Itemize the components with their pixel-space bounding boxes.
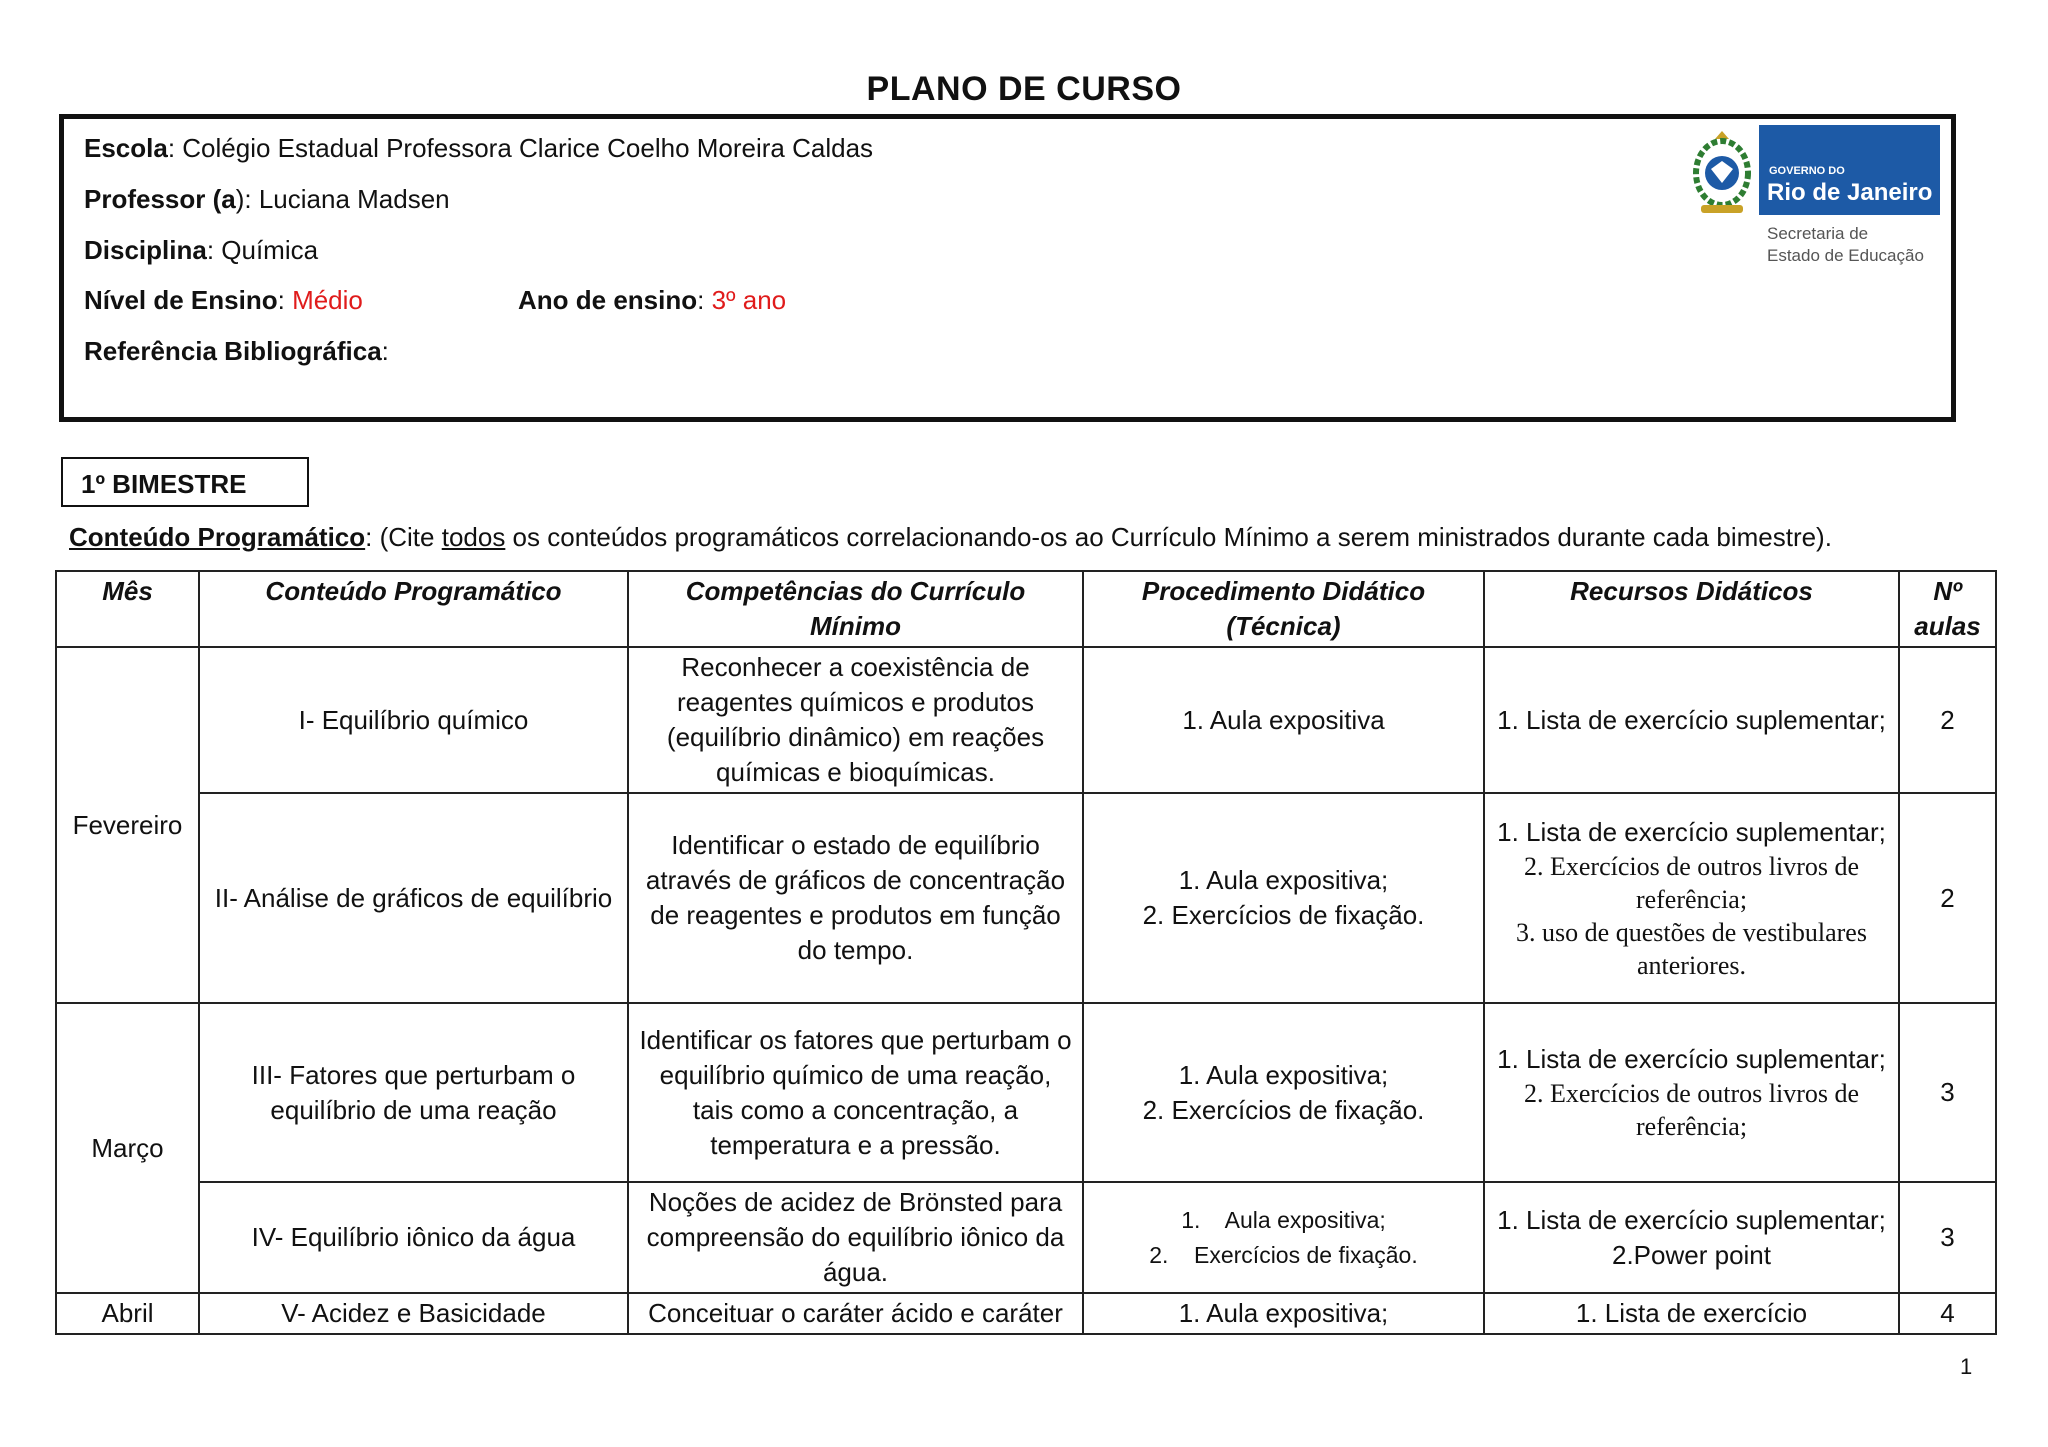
- procedimento-cell: [1083, 793, 1484, 1003]
- logo-subtitle: [1767, 223, 1924, 267]
- professor-value: ): Luciana Madsen: [235, 184, 450, 214]
- procedimento-item: 1. Aula expositiva;: [1181, 1206, 1386, 1233]
- header-box: [59, 114, 1956, 422]
- header-aulas: Nº aulas: [1899, 571, 1996, 647]
- ano-label: Ano de ensino: [518, 285, 698, 315]
- escola-value: : Colégio Estadual Professora Clarice Coelho Moreira Caldas: [167, 133, 874, 163]
- procedimento-cell: [1083, 1293, 1484, 1334]
- page-number: 1: [1960, 1354, 1973, 1379]
- recursos-item: 1. Lista de exercício suplementar;: [1497, 1204, 1886, 1235]
- recursos-item: 2. Exercícios de outros livros de referência;: [1523, 1079, 1860, 1141]
- referencia-label: Referência Bibliográfica: [84, 336, 382, 366]
- recursos-cell: [1484, 1003, 1899, 1182]
- ano-line: [518, 285, 786, 316]
- table-header-row: [56, 571, 1996, 647]
- coat-of-arms-icon: [1689, 125, 1755, 221]
- header-recursos: Recursos Didáticos: [1484, 571, 1899, 647]
- aulas-cell: 2: [1899, 647, 1996, 793]
- table-row: [56, 793, 1996, 1003]
- table-row: [56, 647, 1996, 793]
- ano-sep: :: [697, 285, 712, 315]
- ano-value: 3º ano: [711, 285, 787, 315]
- conteudo-emph: todos: [441, 522, 506, 552]
- nivel-label: Nível de Ensino: [84, 285, 278, 315]
- course-plan-table: [55, 570, 1997, 1335]
- logo-line2: Rio de Janeiro: [1767, 179, 1933, 206]
- disciplina-label: Disciplina: [84, 235, 207, 265]
- recursos-cell: [1484, 793, 1899, 1003]
- conteudo-cell: II- Análise de gráficos de equilíbrio: [199, 793, 628, 1003]
- aulas-cell: 2: [1899, 793, 1996, 1003]
- referencia-value: :: [381, 336, 389, 366]
- header-conteudo: Conteúdo Programático: [199, 571, 628, 647]
- procedimento-item: 1. Aula expositiva: [1182, 704, 1385, 735]
- competencias-cell: Noções de acidez de Brönsted para compreensão do equilíbrio iônico da água.: [628, 1182, 1083, 1293]
- government-logo: [1689, 125, 1949, 265]
- professor-label: Professor (a: [84, 184, 236, 214]
- month-cell: Fevereiro: [56, 647, 199, 1003]
- recursos-item: 1. Lista de exercício suplementar;: [1497, 1044, 1886, 1074]
- nivel-value: Médio: [292, 285, 363, 315]
- conteudo-text2: os conteúdos programáticos correlacionando-os ao Currículo Mínimo a serem ministrados durante cada bimestre).: [505, 522, 1832, 552]
- conteudo-cell: IV- Equilíbrio iônico da água: [199, 1182, 628, 1293]
- recursos-cell: [1484, 1182, 1899, 1293]
- recursos-item: 1. Lista de exercício suplementar;: [1497, 704, 1886, 735]
- conteudo-cell: V- Acidez e Basicidade: [199, 1293, 628, 1334]
- conteudo-instruction: [69, 522, 1832, 553]
- procedimento-item: 1. Aula expositiva;: [1178, 1059, 1389, 1090]
- conteudo-cell: III- Fatores que perturbam o equilíbrio de uma reação: [199, 1003, 628, 1182]
- logo-banner: [1759, 125, 1940, 215]
- recursos-item: 2. Exercícios de outros livros de referência;: [1523, 851, 1860, 914]
- table-row: [56, 1293, 1996, 1334]
- procedimento-cell: [1083, 1182, 1484, 1293]
- escola-label: Escola: [84, 133, 168, 163]
- competencias-cell: Reconhecer a coexistência de reagentes químicos e produtos (equilíbrio dinâmico) em reações químicas e bioquímicas.: [628, 647, 1083, 793]
- header-procedimento: Procedimento Didático (Técnica): [1083, 571, 1484, 647]
- aulas-cell: 3: [1899, 1182, 1996, 1293]
- procedimento-item: 2. Exercícios de fixação.: [1142, 900, 1425, 930]
- conteudo-text1: : (Cite: [365, 522, 442, 552]
- procedimento-item: 1. Aula expositiva;: [1178, 865, 1389, 895]
- table-row: [56, 1182, 1996, 1293]
- competencias-cell: Identificar os fatores que perturbam o equilíbrio químico de uma reação, tais como a concentração, a temperatura e a pressão.: [628, 1003, 1083, 1182]
- table-row: [56, 1003, 1996, 1182]
- procedimento-item: 2. Exercícios de fixação.: [1149, 1241, 1418, 1268]
- recursos-item: 1. Lista de exercício: [1575, 1298, 1808, 1328]
- logo-line1: GOVERNO DO: [1769, 165, 1845, 177]
- aulas-cell: 4: [1899, 1293, 1996, 1334]
- bimestre-label: 1º BIMESTRE: [61, 457, 309, 507]
- procedimento-item: 2. Exercícios de fixação.: [1142, 1094, 1425, 1125]
- conteudo-label: Conteúdo Programático: [69, 522, 366, 552]
- document-title: PLANO DE CURSO: [866, 70, 1182, 108]
- recursos-cell: [1484, 1293, 1899, 1334]
- competencias-cell: Conceituar o caráter ácido e caráter: [628, 1293, 1083, 1334]
- nivel-sep: :: [277, 285, 293, 315]
- header-mes: Mês: [56, 571, 199, 647]
- month-cell: Março: [56, 1003, 199, 1293]
- escola-line: [84, 133, 873, 164]
- disciplina-line: [84, 235, 318, 266]
- recursos-item: 2.Power point: [1612, 1239, 1771, 1270]
- header-competencias: Competências do Currículo Mínimo: [628, 571, 1083, 647]
- disciplina-value: : Química: [206, 235, 319, 265]
- procedimento-cell: [1083, 1003, 1484, 1182]
- procedimento-item: 1. Aula expositiva;: [1178, 1298, 1389, 1328]
- nivel-line: [84, 285, 363, 316]
- referencia-line: [84, 336, 389, 367]
- recursos-cell: [1484, 647, 1899, 793]
- recursos-item: 3. uso de questões de vestibulares anteriores.: [1516, 917, 1867, 980]
- procedimento-cell: [1083, 647, 1484, 793]
- aulas-cell: 3: [1899, 1003, 1996, 1182]
- conteudo-cell: I- Equilíbrio químico: [199, 647, 628, 793]
- month-cell: Abril: [56, 1293, 199, 1334]
- recursos-item: 1. Lista de exercício suplementar;: [1497, 816, 1886, 847]
- logo-line3: Secretaria de: [1767, 224, 1869, 243]
- competencias-cell: Identificar o estado de equilíbrio através de gráficos de concentração de reagentes e produtos em função do tempo.: [628, 793, 1083, 1003]
- logo-line4: Estado de Educação: [1767, 246, 1924, 265]
- professor-line: [84, 184, 450, 215]
